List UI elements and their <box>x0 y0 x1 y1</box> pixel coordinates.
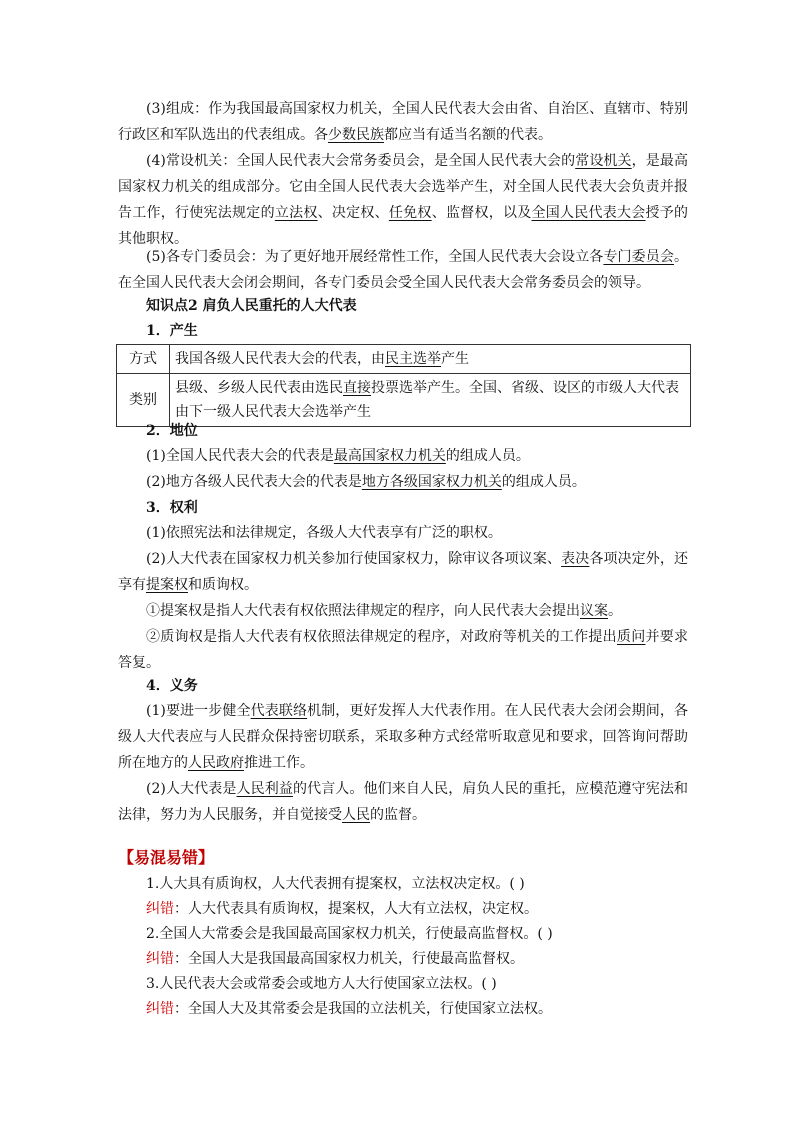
mix-errors-heading: 【易混易错】 <box>118 848 215 867</box>
table-key-cell: 类别 <box>117 374 170 427</box>
section-title-status: 2．地位 <box>146 423 198 439</box>
question-2: 2.全国人大常委会是我国最高国家权力机关，行使最高监督权。( ) <box>146 926 553 942</box>
paragraph-rights-2: (2)人大代表在国家权力机关参加行使国家权力，除审议各项议案、表决各项决定外，还享有提案权和质询权。 <box>118 551 689 593</box>
paragraph-standing-organ: (4)常设机关：全国人民代表大会常务委员会，是全国人民代表大会的常设机关，是最高国家权力机关的组成部分。它由全国人民代表大会选举产生，对全国人民代表大会负责并报告工作，行使宪法规定的立法权、决定权、任免权、监督权，以及全国人民代表大会授予的其他职权。 <box>118 153 689 247</box>
paragraph-duty-1: (1)要进一步健全代表联络机制，更好发挥人大代表作用。在人民代表大会闭会期间，各级人大代表应与人民群众保持密切联系，采取多种方式经常听取意见和要求，回答询问帮助所在地方的人民政府推进工作。 <box>118 703 688 771</box>
paragraph-rights-4: ②质询权是指人大代表有权依照法律规定的程序，对政府等机关的工作提出质问并要求答复。 <box>118 629 689 671</box>
section-title-production: 1．产生 <box>146 323 198 339</box>
paragraph-special-committees: (5)各专门委员会：为了更好地开展经常性工作，全国人民代表大会设立各专门委员会。在全国人民代表大会闭会期间，各专门委员会受全国人民代表大会常务委员会的领导。 <box>118 249 688 291</box>
question-1: 1.人大具有质询权，人大代表拥有提案权，立法权决定权。( ) <box>146 876 525 892</box>
paragraph-rights-1: (1)依照宪法和法律规定，各级人大代表享有广泛的职权。 <box>146 525 502 541</box>
table-value-cell: 县级、乡级人民代表由选民直接投票选举产生。全国、省级、设区的市级人大代表由下一级人民代表大会选举产生 <box>170 374 691 427</box>
table-row <box>117 374 691 427</box>
paragraph-duty-2: (2)人大代表是人民利益的代言人。他们来自人民，肩负人民的重托，应模范遵守宪法和法律，努力为人民服务，并自觉接受人民的监督。 <box>118 781 689 823</box>
correction-2: 纠错：全国人大是我国最高国家权力机关，行使最高监督权。 <box>146 951 524 967</box>
section-title-rights: 3．权利 <box>146 500 198 516</box>
production-table <box>116 344 691 427</box>
knowledge-point-title: 知识点2 肩负人民重托的人大代表 <box>146 298 357 314</box>
correction-3: 纠错：全国人大及其常委会是我国的立法机关，行使国家立法权。 <box>146 1001 552 1017</box>
table-row <box>117 345 691 374</box>
paragraph-composition: (3)组成：作为我国最高国家权力机关，全国人民代表大会由省、自治区、直辖市、特别行政区和军队选出的代表组成。各少数民族都应当有适当名额的代表。 <box>118 101 688 143</box>
table-key-cell: 方式 <box>117 345 170 374</box>
correction-label: 纠错 <box>146 951 174 967</box>
correction-label: 纠错 <box>146 901 174 917</box>
correction-1: 纠错：人大代表具有质询权，提案权，人大有立法权，决定权。 <box>146 901 538 917</box>
paragraph-rights-3: ①提案权是指人大代表有权依照法律规定的程序，向人民代表大会提出议案。 <box>146 603 622 619</box>
table-value-cell: 我国各级人民代表大会的代表，由民主选举产生 <box>170 345 691 374</box>
correction-label: 纠错 <box>146 1001 174 1017</box>
paragraph-status-1: (1)全国人民代表大会的代表是最高国家权力机关的组成人员。 <box>146 448 530 464</box>
question-3: 3.人民代表大会或常委会或地方人大行使国家立法权。( ) <box>146 976 497 992</box>
paragraph-status-2: (2)地方各级人民代表大会的代表是地方各级国家权力机关的组成人员。 <box>146 474 586 490</box>
section-title-duties: 4．义务 <box>146 678 198 694</box>
